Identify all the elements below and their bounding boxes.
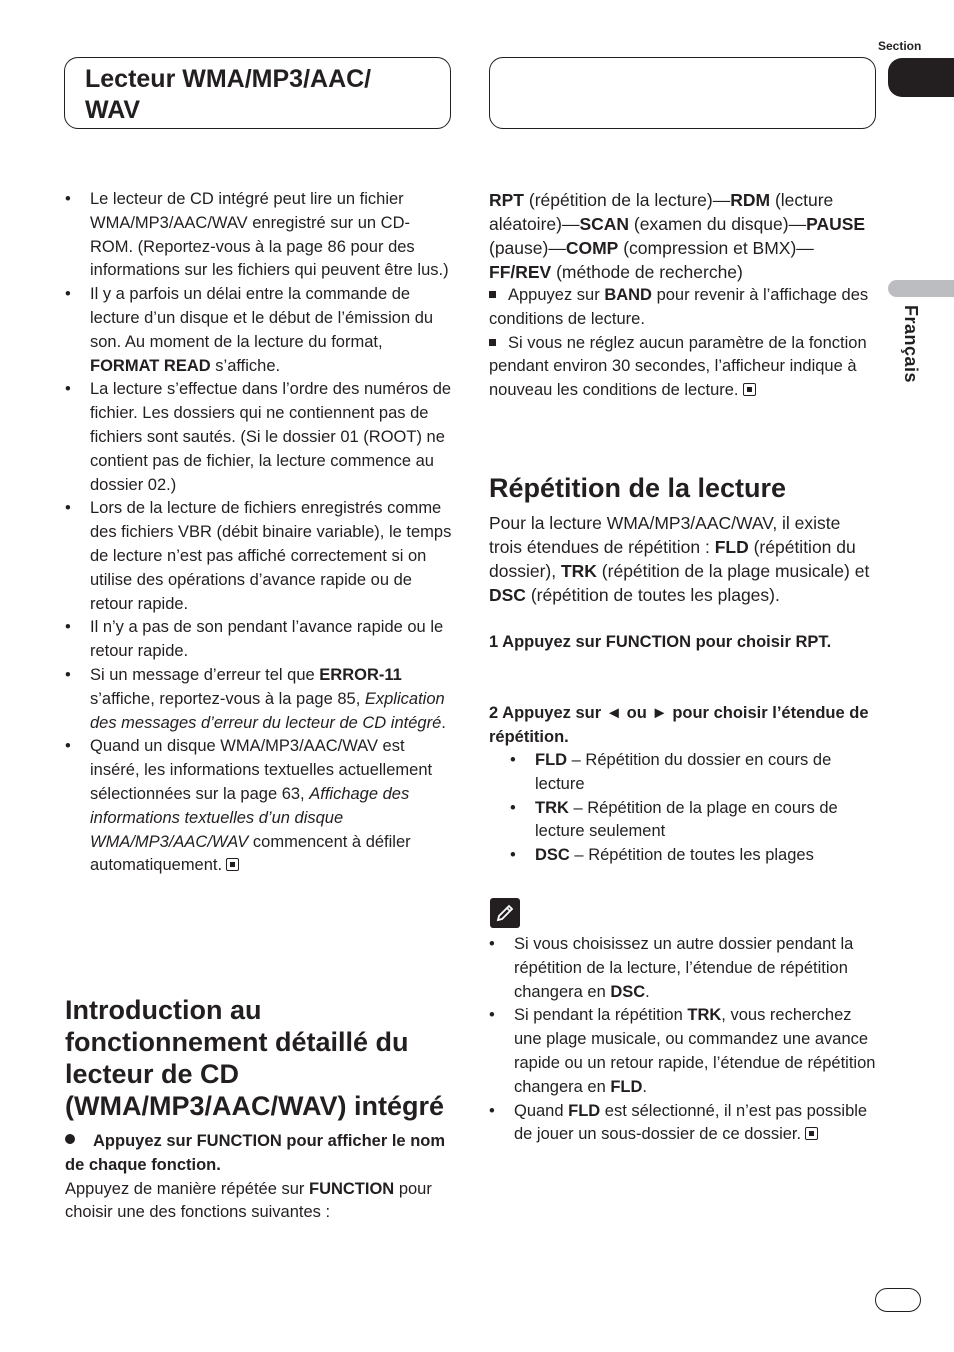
step-2-options — [510, 749, 880, 868]
left-column — [65, 188, 452, 878]
list-item: • Lors de la lecture de fichiers enregistrés comme des fichiers VBR (débit binaire variable), le temps de lecture n’est pas affiché correctement si on utilise des opérations d’avance rapide ou de retour rapide. — [65, 497, 452, 616]
page-header-title: Lecteur WMA/MP3/AAC/ WAV — [85, 65, 372, 124]
right-column-top — [489, 188, 869, 403]
list-item: • DSC – Répétition de toutes les plages — [510, 844, 880, 868]
language-label: Français — [901, 305, 921, 384]
intro-step: Appuyez sur FUNCTION pour afficher le nom de chaque fonction. — [65, 1132, 446, 1174]
function-list: RPT (répétition de la lecture)—RDM (lecture aléatoire)—SCAN (examen du disque)—PAUSE (pause)—COMP (compression et BMX)—FF/REV (méthode de recherche) — [489, 190, 866, 282]
step-1: 1 Appuyez sur FUNCTION pour choisir RPT. — [489, 633, 832, 651]
list-item: • Quand un disque WMA/MP3/AAC/WAV est inséré, les informations textuelles actuellement sélectionnées sur la page 63, Affichage des informations textuelles d’un disque WMA/MP3/AAC/WAV commencent à défiler automatiquement. — [65, 735, 452, 878]
list-item: • FLD – Répétition du dossier en cours de lecture — [510, 749, 880, 797]
repeat-heading: Répétition de la lecture — [489, 473, 787, 503]
end-mark-icon — [743, 383, 756, 396]
page-number-box — [875, 1288, 921, 1312]
section-number-tab — [888, 58, 954, 97]
list-item: • Le lecteur de CD intégré peut lire un fichier WMA/MP3/AAC/WAV enregistré sur un CD-ROM. (Reportez-vous à la page 86 pour des informations sur les fichiers qui peuvent être lus.) — [65, 188, 452, 283]
band-note: Appuyez sur BAND pour revenir à l’affichage des conditions de lecture. — [489, 286, 869, 328]
square-bullet-icon — [489, 291, 496, 298]
intro-text: Appuyez de manière répétée sur FUNCTION pour choisir une des fonctions suivantes : — [65, 1179, 432, 1222]
list-item: • Si pendant la répétition TRK, vous recherchez une plage musicale, ou commandez une avance rapide ou un retour rapide, l’étendue de répétition changera en FLD. — [489, 1004, 879, 1099]
list-item: • TRK – Répétition de la plage en cours de lecture seulement — [510, 797, 880, 845]
end-mark-icon — [805, 1127, 818, 1140]
section-label: Section — [878, 39, 922, 53]
bullet-dot-icon — [65, 1134, 75, 1144]
list-item: • Il n’y a pas de son pendant l’avance rapide ou le retour rapide. — [65, 616, 452, 664]
list-item: • Il y a parfois un délai entre la commande de lecture d’un disque et le début de l’émission du son. Au moment de la lecture du format, FORMAT READ s’affiche. — [65, 283, 452, 378]
square-bullet-icon — [489, 339, 496, 346]
intro-block — [65, 1130, 455, 1225]
header-empty-box — [489, 57, 876, 129]
list-item: • Si vous choisissez un autre dossier pendant la répétition de la lecture, l’étendue de répétition changera en DSC. — [489, 933, 879, 1004]
bullet-list — [65, 188, 452, 878]
repeat-intro: Pour la lecture WMA/MP3/AAC/WAV, il existe trois étendues de répétition : FLD (répétition du dossier), TRK (répétition de la plage musicale) et DSC (répétition de toutes les plages). — [489, 513, 870, 605]
note-pencil-icon — [490, 898, 520, 928]
language-tab — [888, 280, 954, 297]
end-mark-icon — [226, 858, 239, 871]
header-title-box — [64, 57, 451, 129]
intro-heading: Introduction au fonctionnement détaillé du lecteur de CD (WMA/MP3/AAC/WAV) intégré — [65, 995, 444, 1121]
list-item: • Si un message d’erreur tel que ERROR-11 s’affiche, reportez-vous à la page 85, Explication des messages d’erreur du lecteur de CD intégré. — [65, 664, 452, 735]
timeout-note: Si vous ne réglez aucun paramètre de la fonction pendant environ 30 secondes, l’afficheur indique à nouveau les conditions de lecture. — [489, 333, 867, 400]
step-2: 2 Appuyez sur ◄ ou ► pour choisir l’étendue de répétition. — [489, 704, 869, 746]
list-item: • La lecture s’effectue dans l’ordre des numéros de fichier. Les dossiers qui ne contiennent pas de fichiers sont sautés. (Si le dossier 01 (ROOT) ne contient pas de fichier, la lecture commence au dossier 02.) — [65, 378, 452, 497]
notes — [489, 933, 879, 1147]
list-item: • Quand FLD est sélectionné, il n’est pas possible de jouer un sous-dossier de ce dossier. — [489, 1100, 879, 1148]
